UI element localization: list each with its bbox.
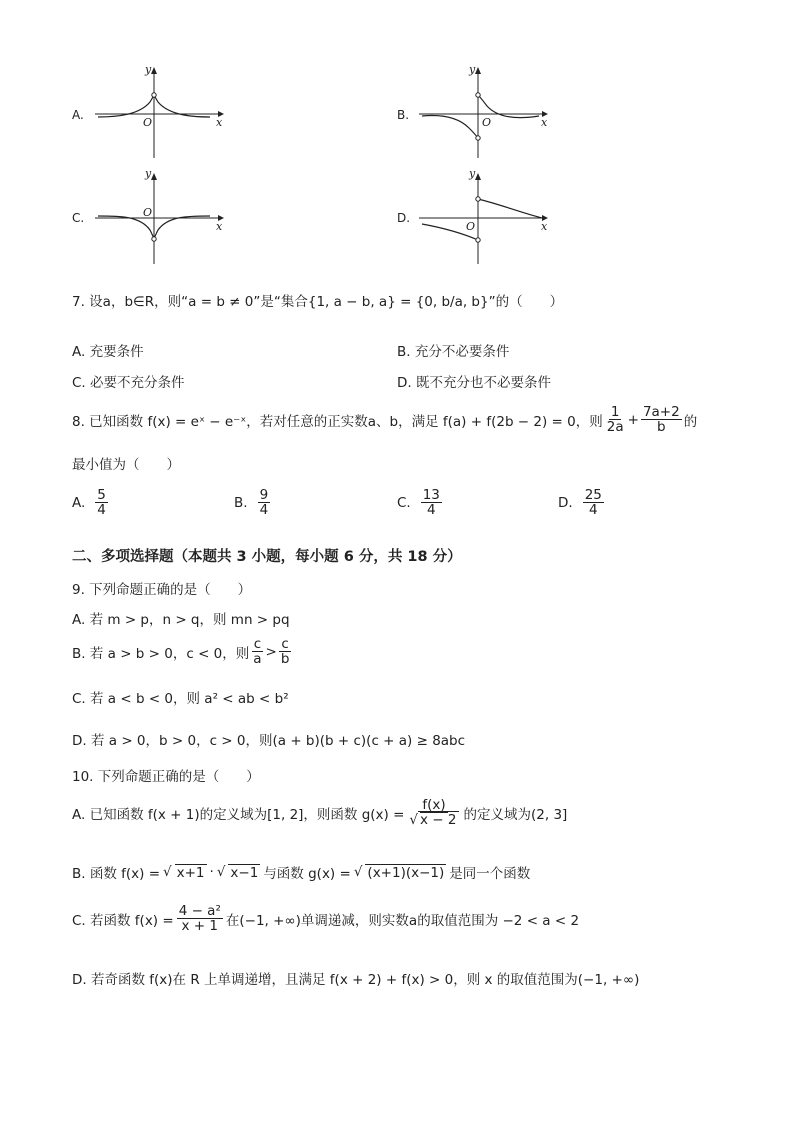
q8-option-d-label: D. [558,494,573,511]
q10-b-text: B. 函数 f(x) = [72,866,161,882]
sqrt-icon: √ [409,812,419,829]
q10-a-num: f(x) [422,797,446,813]
q9-b-num2: c [281,636,289,652]
graph-a [90,62,230,162]
q8-option-d-den: 4 [588,502,598,519]
graph-a-label: A. [72,108,84,122]
sqrt-icon: √ [163,864,172,880]
q8-frac2-den: b [657,419,666,436]
q9-option-b [72,637,291,666]
q8-plus: + [627,411,639,428]
q8-option-c-num: 13 [422,487,440,503]
q10-c-num: 4 − a² [178,903,221,919]
q8-stem-line2: 最小值为（ ） [72,457,180,473]
graph-c-x: x [216,220,223,233]
q10-a-den: x − 2 [420,812,457,829]
graph-b-x: x [541,116,548,129]
q10-c-text: C. 若函数 f(x) = [72,912,174,929]
q10-stem: 10. 下列命题正确的是（ ） [72,769,260,785]
q10-option-a [72,798,567,827]
q9-option-b-text: B. 若 a > b > 0，c < 0，则 [72,645,250,662]
q8-frac1-num: 1 [610,404,620,420]
graph-c [90,168,230,268]
q9-option-a: A. 若 m > p，n > q，则 mn > pq [72,612,290,628]
q8-option-c-den: 4 [427,502,436,519]
q10-b-dot: · [209,864,214,880]
q7-option-b: B. 充分不必要条件 [397,344,510,360]
graph-c-y: y [145,167,152,180]
q9-b-den1: a [253,651,262,668]
q8-tail: 的 [683,413,698,430]
q10-a-text: A. 已知函数 f(x + 1)的定义域为[1, 2]，则函数 g(x) = [72,806,405,823]
graph-d [414,168,554,268]
q10-option-c [72,904,579,933]
q8-option-a-label: A. [72,494,86,511]
graph-b-label: B. [397,108,410,122]
q8-frac2-num: 7a+2 [642,404,680,420]
q10-b-post: 是同一个函数 [449,866,531,882]
q7-stem: 7. 设a，b∈R，则“a = b ≠ 0”是“集合{1, a − b, a} = {0, b/a, b}”的（ ） [72,294,564,310]
q10-a-post: 的定义域为(2, 3] [463,806,568,823]
graph-c-origin: O [143,206,153,219]
q8-stem-line1 [72,405,697,434]
q9-option-d: D. 若 a > 0，b > 0，c > 0，则(a + b)(b + c)(c + a) ≥ 8abc [72,733,466,749]
q10-b-rad2: x−1 [230,864,259,881]
q8-fraction-1 [605,405,626,434]
q9-b-num1: c [253,636,262,652]
q8-option-a-den: 4 [97,502,106,519]
q8-option-b-num: 9 [259,487,269,503]
q9-option-c: C. 若 a < b < 0，则 a² < ab < b² [72,691,289,707]
section-heading: 二、多项选择题（本题共 3 小题，每小题 6 分，共 18 分） [72,549,462,565]
graph-d-y: y [469,167,476,180]
q8-option-b [234,488,270,517]
graph-b [414,62,554,162]
q8-option-c [397,488,442,517]
graph-d-label: D. [397,211,411,225]
sqrt-icon: √ [216,864,226,880]
q8-option-d [558,488,604,517]
graph-b-origin: O [482,116,492,129]
sqrt-icon: √ [353,864,363,880]
graph-b-y: y [469,63,476,76]
q7-option-c: C. 必要不充分条件 [72,375,185,391]
q8-option-b-label: B. [234,494,248,511]
q8-option-c-label: C. [397,494,411,511]
graph-a-origin: O [143,116,153,129]
graph-d-x: x [541,220,548,233]
q10-c-den: x + 1 [181,918,219,935]
q8-option-a-num: 5 [97,487,106,503]
q7-option-a: A. 充要条件 [72,344,144,360]
q10-b-rad3: (x+1)(x−1) [367,864,445,881]
q9-b-gt: > [265,643,277,660]
graph-a-x: x [216,116,223,129]
graph-a-y: y [145,63,152,76]
q8-fraction-2 [641,405,682,434]
q10-b-mid: 与函数 g(x) = [263,866,351,882]
q10-c-post: 在(−1, +∞)单调递减，则实数a的取值范围为 −2 < a < 2 [225,912,580,929]
q8-option-d-num: 25 [584,487,602,503]
q8-option-b-den: 4 [259,502,269,519]
q8-frac1-den: 2a [606,419,624,436]
graph-c-label: C. [72,211,85,225]
q8-stem-text: 8. 已知函数 f(x) = eˣ − e⁻ˣ，若对任意的正实数a、b，满足 f(a) + f(2b − 2) = 0，则 [72,413,603,430]
q9-b-den2: b [280,651,290,668]
q7-option-d: D. 既不充分也不必要条件 [397,375,551,391]
graph-d-origin: O [466,220,476,233]
q10-option-b [72,862,530,882]
q10-b-rad1: x+1 [176,864,205,881]
q8-option-a [72,488,108,517]
q9-stem: 9. 下列命题正确的是（ ） [72,582,252,598]
q10-option-d: D. 若奇函数 f(x)在 R 上单调递增，且满足 f(x + 2) + f(x) > 0，则 x 的取值范围为(−1, +∞) [72,972,640,988]
